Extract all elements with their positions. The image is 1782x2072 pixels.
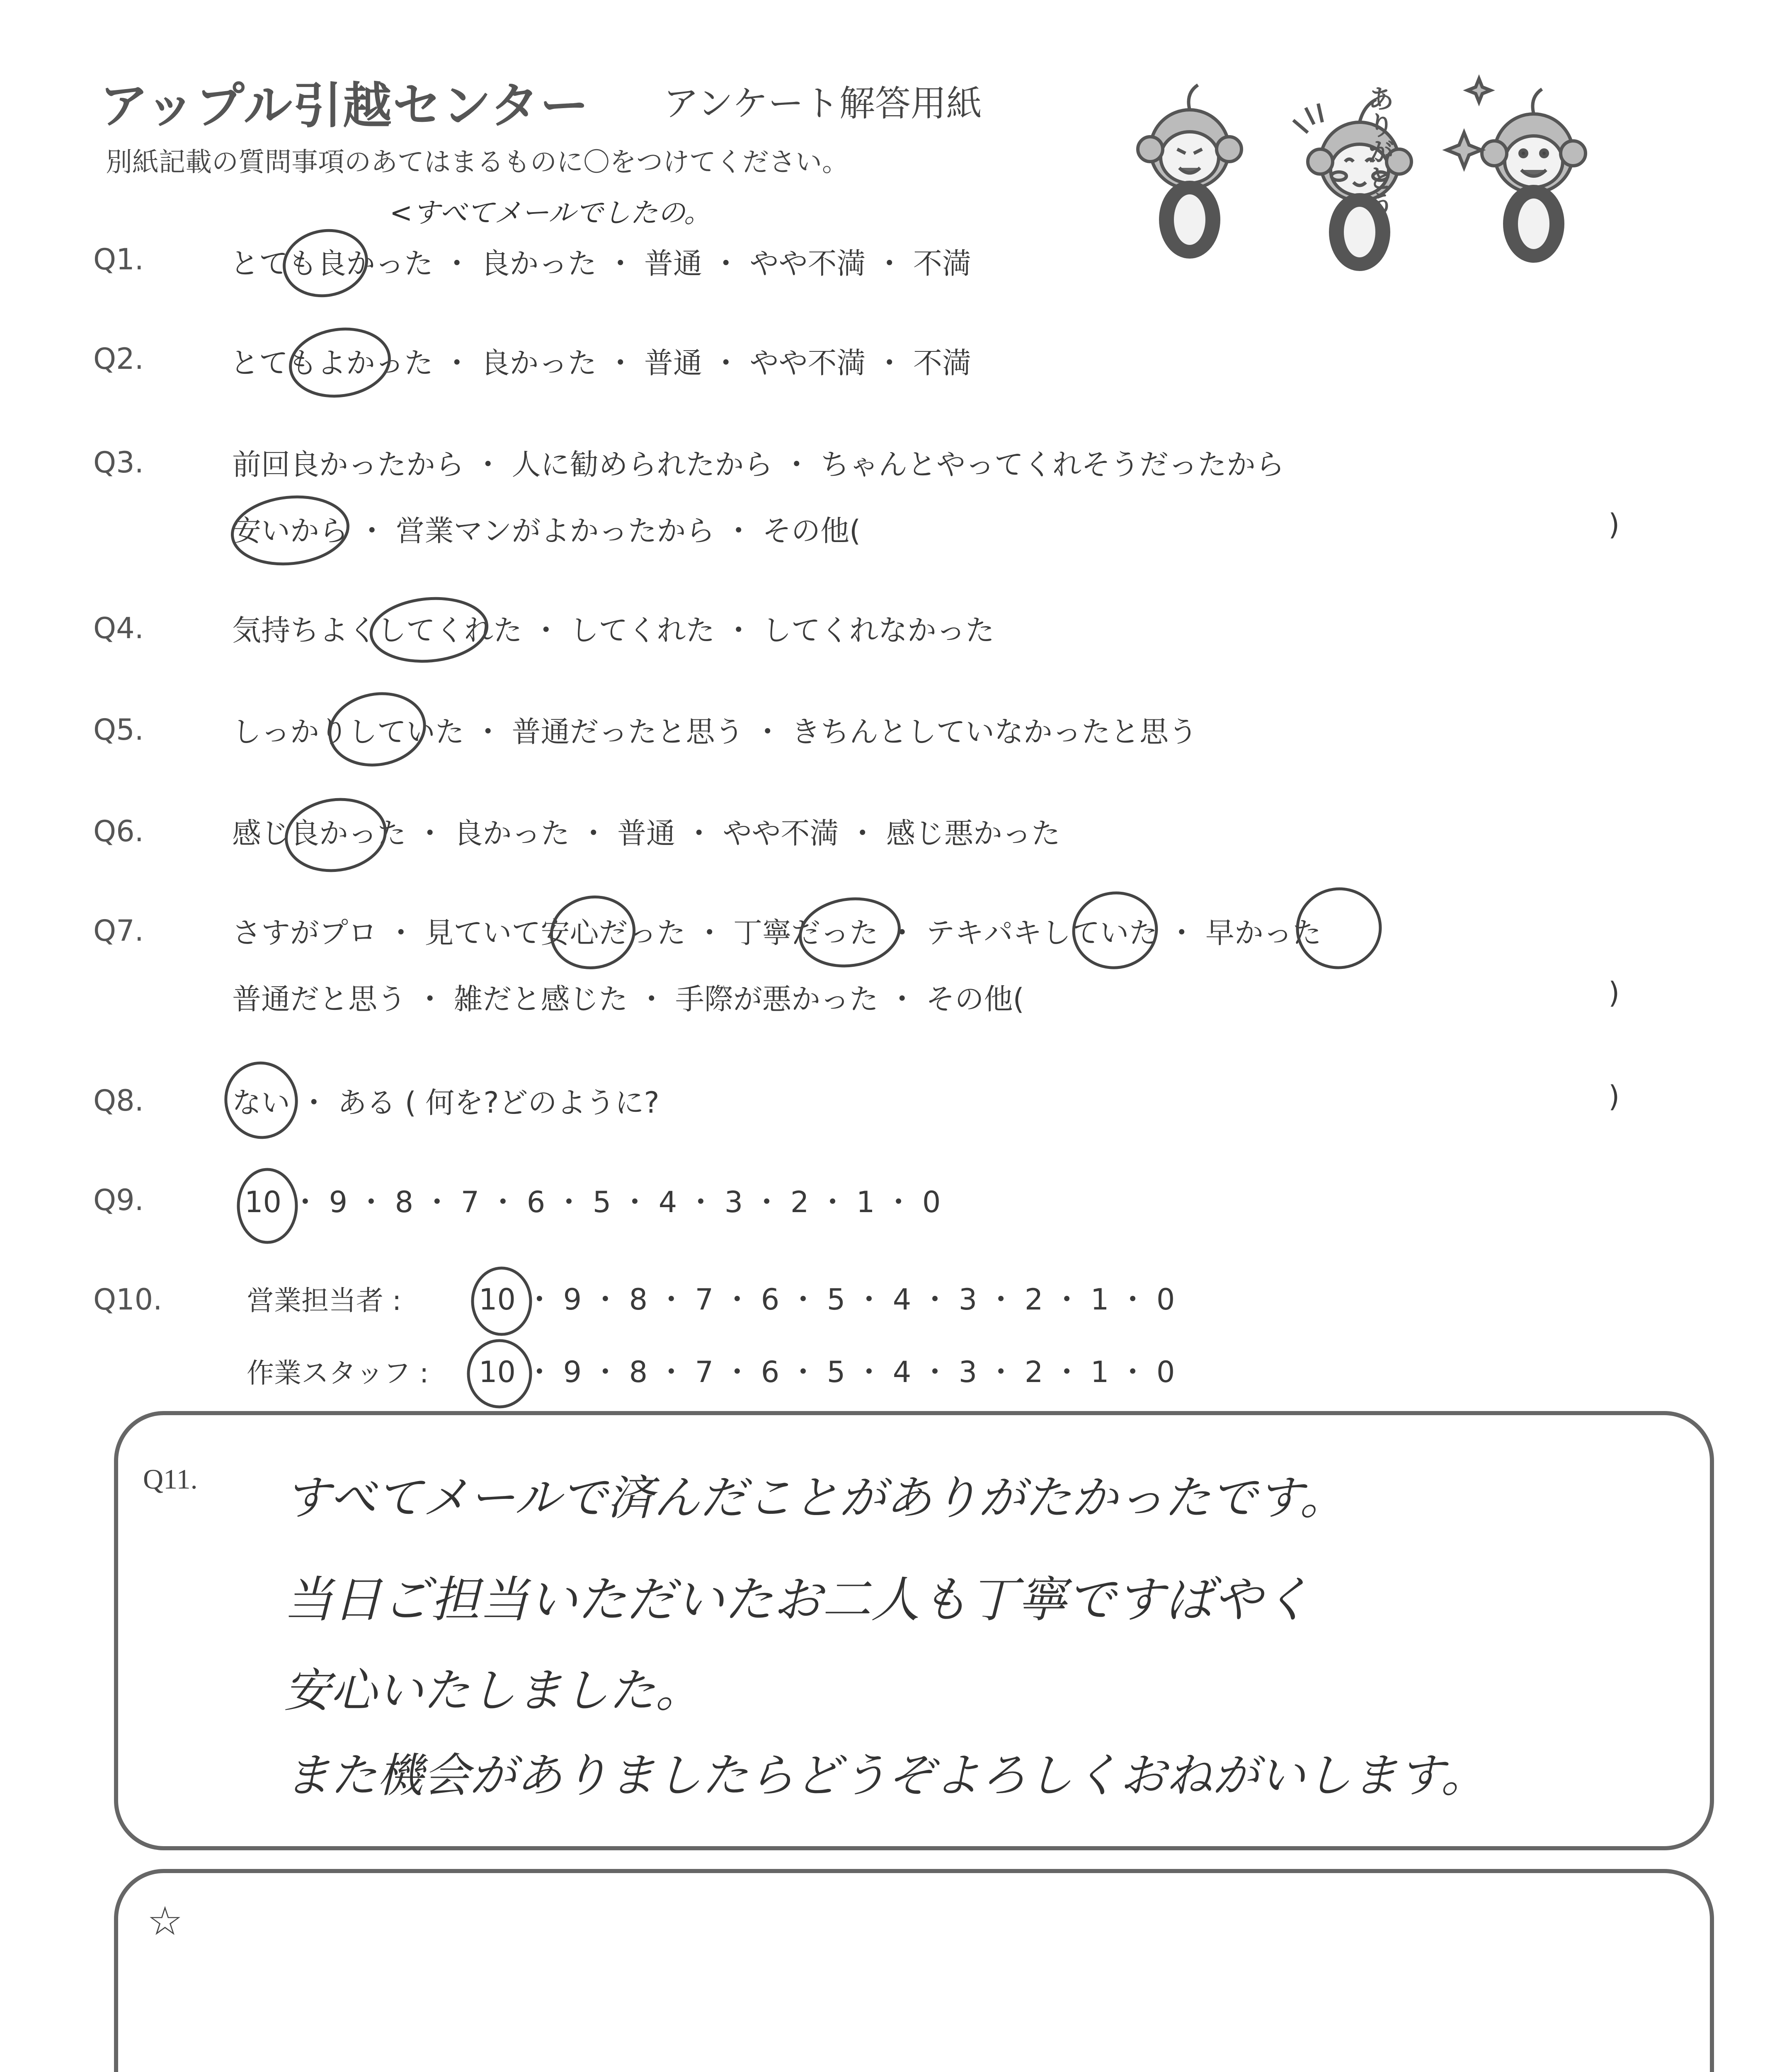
q9-scale[interactable]: 10 ・ 9 ・ 8 ・ 7 ・ 6 ・ 5 ・ 4 ・ 3 ・ 2 ・ 1 ・ 0 bbox=[245, 1185, 941, 1219]
q7-selection-circle-hayakatta bbox=[1285, 879, 1393, 978]
q8-label: Q8. bbox=[93, 1084, 144, 1118]
q2-options[interactable]: とてもよかった ・ 良かった ・ 普通 ・ やや不満 ・ 不満 bbox=[230, 346, 972, 380]
mascot-caption: ありがとう bbox=[1363, 85, 1394, 218]
q10-sales-selection-circle bbox=[460, 1260, 543, 1343]
q10-staff-scale[interactable]: 10 ・ 9 ・ 8 ・ 7 ・ 6 ・ 5 ・ 4 ・ 3 ・ 2 ・ 1 ・ 0 bbox=[479, 1355, 1175, 1389]
q4-label: Q4. bbox=[93, 611, 144, 645]
star-icon: ☆ bbox=[147, 1898, 183, 1944]
q7-close-paren: ) bbox=[1608, 976, 1620, 1010]
q8-selection-circle bbox=[216, 1055, 307, 1146]
q8-close-paren: ) bbox=[1608, 1080, 1620, 1113]
q3-label: Q3. bbox=[93, 445, 144, 479]
q9-label: Q9. bbox=[93, 1183, 144, 1217]
q6-options[interactable]: 感じ良かった ・ 良かった ・ 普通 ・ やや不満 ・ 感じ悪かった bbox=[232, 816, 1061, 850]
q6-selection-circle bbox=[274, 789, 398, 881]
q7-selection-circle-tekipaki bbox=[1061, 883, 1169, 978]
q11-comment-line-3: 安心いたしました。 bbox=[284, 1664, 702, 1718]
q2-selection-circle bbox=[282, 321, 402, 404]
q10-sales-scale[interactable]: 10 ・ 9 ・ 8 ・ 7 ・ 6 ・ 5 ・ 4 ・ 3 ・ 2 ・ 1 ・ 0 bbox=[479, 1283, 1175, 1317]
q6-label: Q6. bbox=[93, 814, 144, 848]
q11-label: Q11. bbox=[143, 1463, 198, 1495]
q11-comment-line-4: また機会がありましたらどうぞよろしくおねがいします。 bbox=[284, 1749, 1488, 1803]
q3-options-line1[interactable]: 前回良かったから ・ 人に勧められたから ・ ちゃんとやってくれそうだったから bbox=[232, 448, 1285, 482]
q7-options-line2[interactable]: 普通だと思う ・ 雑だと感じた ・ 手際が悪かった ・ その他( bbox=[232, 982, 1024, 1016]
q3-selection-circle bbox=[224, 489, 361, 572]
form-subtitle: アンケート解答用紙 bbox=[663, 83, 982, 124]
q1-selection-circle bbox=[278, 224, 385, 307]
q7-label: Q7. bbox=[93, 914, 144, 948]
q1-options[interactable]: とても良かった ・ 良かった ・ 普通 ・ やや不満 ・ 不満 bbox=[230, 247, 972, 281]
q11-comment-line-1: すべてメールで済んだことがありがたかったです。 bbox=[284, 1471, 1346, 1525]
q3-options-line2[interactable]: 安いから ・ 営業マンがよかったから ・ その他( bbox=[232, 514, 861, 548]
q10-staff-label: 作業スタッフ : bbox=[247, 1357, 429, 1389]
q5-options[interactable]: しっかりしていた ・ 普通だったと思う ・ きちんとしていなかったと思う bbox=[232, 715, 1198, 749]
q10-staff-selection-circle bbox=[456, 1332, 543, 1415]
q2-label: Q2. bbox=[93, 342, 144, 376]
q7-selection-circle-teinei bbox=[788, 889, 912, 976]
q10-label: Q10. bbox=[93, 1283, 162, 1317]
q8-options[interactable]: ない ・ ある ( 何を?どのように? bbox=[232, 1086, 659, 1120]
q1-label: Q1. bbox=[93, 242, 144, 276]
q4-options[interactable]: 気持ちよくしてくれた ・ してくれた ・ してくれなかった bbox=[232, 613, 995, 647]
q4-selection-circle bbox=[361, 588, 497, 671]
instructions: 別紙記載の質問事項のあてはまるものに〇をつけてください。 bbox=[106, 147, 849, 178]
q5-selection-circle bbox=[315, 684, 439, 775]
q5-label: Q5. bbox=[93, 713, 144, 747]
form-title: アップル引越センター bbox=[99, 77, 590, 134]
q1-handwritten-note: <すべてメールでしたの。 bbox=[390, 197, 712, 229]
mascot-illustration bbox=[1127, 70, 1683, 286]
q7-selection-circle-anshin bbox=[539, 887, 647, 978]
q11-comment-box[interactable] bbox=[114, 1411, 1714, 1850]
q7-options-line1[interactable]: さすがプロ ・ 見ていて安心だった ・ 丁寧だった ・ テキパキしていた ・ 早かった bbox=[232, 916, 1322, 950]
star-comment-box[interactable] bbox=[114, 1869, 1714, 2072]
q10-sales-label: 営業担当者 : bbox=[247, 1285, 402, 1317]
q11-comment-line-2: 当日ご担当いただいたお二人も丁寧ですばやく bbox=[284, 1571, 1312, 1628]
q3-close-paren: ) bbox=[1608, 508, 1620, 542]
q9-selection-circle bbox=[226, 1160, 309, 1251]
